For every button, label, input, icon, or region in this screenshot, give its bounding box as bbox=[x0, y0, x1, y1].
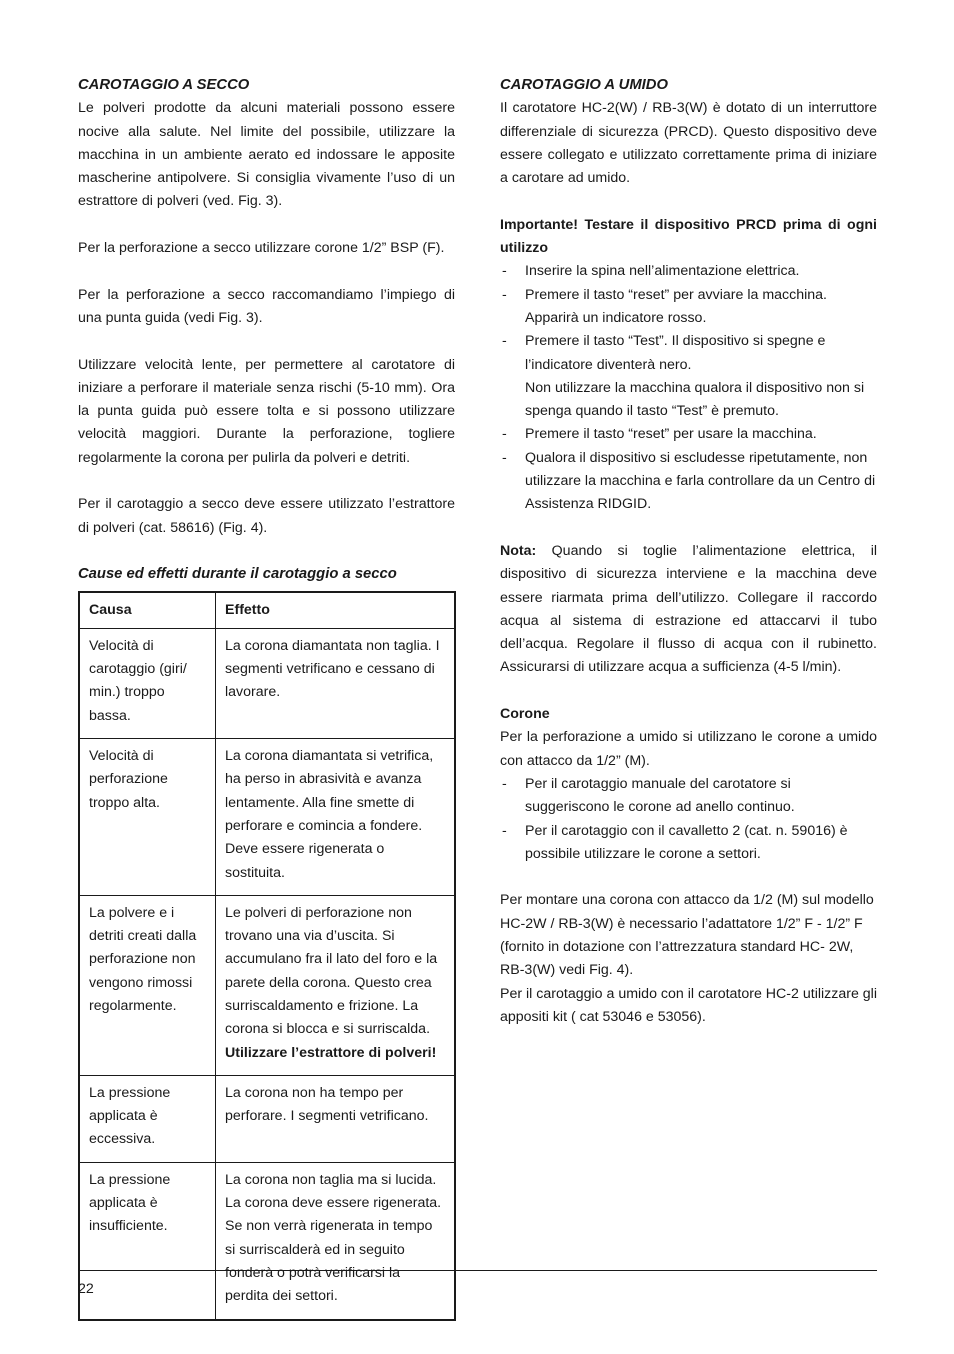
effect-cell: La corona non taglia ma si lucida. La corona deve essere rigenerata. Se non verrà rigenerata in tempo si surriscalderà ed in seguito fonderà o potrà verificarsi la perdita dei settori. bbox=[216, 1162, 456, 1319]
paragraph: Per il carotaggio a secco deve essere utilizzato l’estrattore di polveri (cat. 58616) (Fig. 4). bbox=[78, 496, 455, 536]
list-item: - Inserire la spina nell’alimentazione elettrica. bbox=[500, 260, 877, 283]
list-item: - Premere il tasto “reset” per usare la macchina. bbox=[500, 423, 877, 446]
list-item: - Per il carotaggio manuale del carotatore si suggeriscono le corone ad anello continuo. bbox=[500, 773, 877, 820]
paragraph: Per il carotaggio a umido con il carotatore HC-2 utilizzare gli appositi kit ( cat 53046 e 53056). bbox=[500, 985, 877, 1025]
list-item-note: Non utilizzare la macchina qualora il dispositivo non si spenga quando il tasto “Test” è premuto. bbox=[525, 379, 865, 420]
effect-cell: La corona non ha tempo per perforare. I segmenti vetrificano. bbox=[216, 1075, 456, 1162]
prcd-test-steps bbox=[500, 260, 877, 516]
list-item: - Premere il tasto “Test”. Il dispositivo si spegne e l’indicatore diventerà nero. Non utilizzare la macchina qualora il dispositivo non si spenga quando il tasto “Test” è premuto. bbox=[500, 330, 877, 423]
note-paragraph bbox=[500, 540, 877, 680]
paragraph: Le polveri prodotte da alcuni materiali possono essere nocive alla salute. Nel limite del possibile, utilizzare la macchina in un ambiente aerato ed indossare le apposite mascherine antipolvere. Si consiglia vivamente l’uso di un estrattore di polveri (ved. Fig. 3). bbox=[78, 100, 455, 210]
paragraph: Per montare una corona con attacco da 1/2 (M) sul modello HC-2W / RB-3(W) è necessario l’adattatore 1/2” F - 1/2” F (fornito in dotazione con l’attrezzatura standard HC- 2W, RB-3(W) vedi Fig. 4). bbox=[500, 892, 874, 979]
paragraph: Utilizzare velocità lente, per permettere al carotatore di iniziare a perforare il materiale senza rischi (5-10 mm). Ora la punta guida può essere tolta e si possono utilizzare velocità maggiori. Durante la perforazione, togliere regolarmente la corona per pulirla da polveri e detriti. bbox=[78, 356, 455, 466]
cause-cell: Velocità di carotaggio (giri/ min.) troppo bassa. bbox=[79, 628, 216, 738]
section-heading-dry: CAROTAGGIO A SECCO bbox=[78, 77, 250, 93]
list-item: - Qualora il dispositivo si escludesse ripetutamente, non utilizzare la macchina e farla controllare da un Centro di Assistenza RIDGID. bbox=[500, 447, 877, 517]
cause-effect-table bbox=[78, 591, 456, 1321]
note-label: Nota: bbox=[500, 542, 537, 559]
effect-cell: La corona diamantata si vetrifica, ha perso in abrasività e avanza lentamente. Alla fine smette di perforare e comincia a fondere. Deve essere rigenerata o sostituita. bbox=[216, 739, 456, 896]
list-item: - Premere il tasto “reset” per avviare la macchina. Apparirà un indicatore rosso. bbox=[500, 284, 877, 331]
important-heading: Importante! Testare il dispositivo PRCD prima di ogni utilizzo bbox=[500, 216, 877, 257]
paragraph: Per la perforazione a secco utilizzare corone 1/2” BSP (F). bbox=[78, 240, 445, 257]
paragraph: Per la perforazione a secco raccomandiamo l’impiego di una punta guida (vedi Fig. 3). bbox=[78, 286, 455, 326]
note-text: Quando si toglie l’alimentazione elettrica, il dispositivo di sicurezza interviene e la macchina deve essere riarmata prima dell’utilizzo. Collegare il raccordo acqua al sistema di estrazione ed attaccarvi il tubo dell’acqua. Regolare il flusso di acqua con il rubinetto. Assicurarsi di utilizzare acqua a sufficienza (4-5 l/min). bbox=[500, 542, 877, 676]
table-row bbox=[79, 628, 455, 738]
cause-cell: La pressione applicata è eccessiva. bbox=[79, 1075, 216, 1162]
header-cause: Causa bbox=[79, 592, 216, 629]
table-row bbox=[79, 895, 455, 1075]
right-column bbox=[500, 74, 877, 1029]
left-column bbox=[78, 74, 455, 1321]
table-row bbox=[79, 1075, 455, 1162]
paragraph: Il carotatore HC-2(W) / RB-3(W) è dotato di un interruttore differenziale di sicurezza (PRCD). Questo dispositivo deve essere collegato e utilizzato correttamente prima di iniziare a carotare ad umido. bbox=[500, 100, 877, 187]
effect-text: Le polveri di perforazione non trovano una via d’uscita. Si accumulano fra il lato del foro e la parete della corona. Questo crea surriscaldamento e frizione. La corona si blocca e si surriscalda. bbox=[225, 904, 438, 1038]
table-row bbox=[79, 1162, 455, 1319]
table-header-row bbox=[79, 592, 455, 629]
effect-cell: La corona diamantata non taglia. I segmenti vetrificano e cessano di lavorare. bbox=[216, 628, 456, 738]
footer-divider bbox=[78, 1270, 877, 1271]
list-item: - Per il carotaggio con il cavalletto 2 (cat. n. 59016) è possibile utilizzare le corone a settori. bbox=[500, 820, 877, 867]
effect-emphasis: Utilizzare l’estrattore di polveri! bbox=[225, 1044, 437, 1061]
cause-cell: La pressione applicata è insufficiente. bbox=[79, 1162, 216, 1319]
cause-cell: Velocità di perforazione troppo alta. bbox=[79, 739, 216, 896]
corone-list bbox=[500, 773, 877, 866]
table-row bbox=[79, 739, 455, 896]
corone-heading: Corone bbox=[500, 706, 550, 723]
paragraph: Per la perforazione a umido si utilizzano le corone a umido con attacco da 1/2” (M). bbox=[500, 729, 877, 769]
section-heading-wet: CAROTAGGIO A UMIDO bbox=[500, 77, 668, 93]
table-title: Cause ed effetti durante il carotaggio a secco bbox=[78, 566, 397, 583]
cause-cell: La polvere e i detriti creati dalla perforazione non vengono rimossi regolarmente. bbox=[79, 895, 216, 1075]
effect-cell bbox=[216, 895, 456, 1075]
header-effect: Effetto bbox=[216, 592, 456, 629]
page-number: 22 bbox=[78, 1281, 94, 1297]
